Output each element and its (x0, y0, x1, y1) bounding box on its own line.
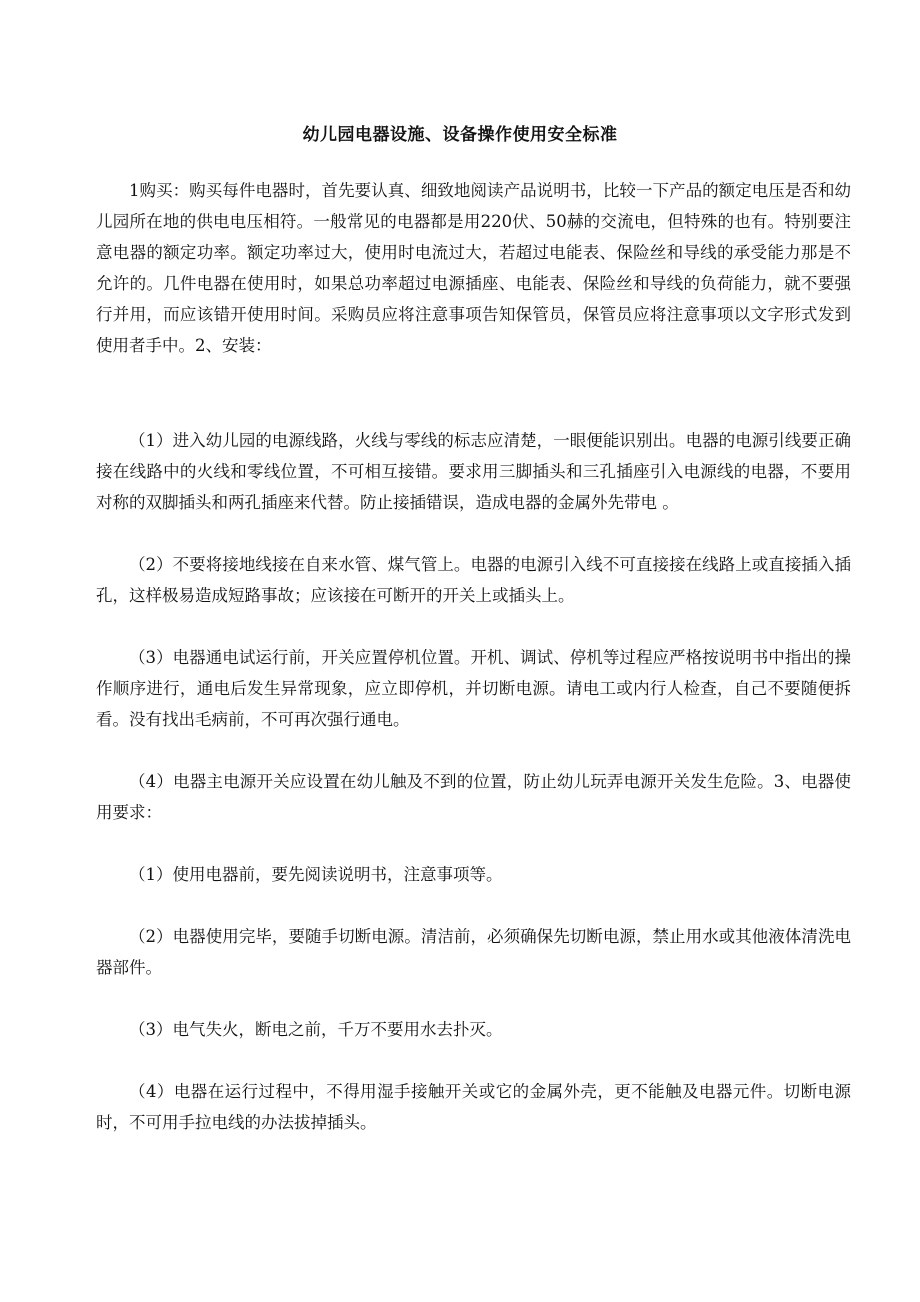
paragraph-install-4: （4）电器主电源开关应设置在幼儿触及不到的位置，防止幼儿玩弄电源开关发生危险。3、电器使用要求： (96, 772, 851, 822)
paragraph-install-3: （3）电器通电试运行前，开关应置停机位置。开机、调试、停机等过程应严格按说明书中指出的操作顺序进行，通电后发生异常现象，应立即停机，并切断电源。请电工或内行人检查，自己不要随便拆看。没有找出毛病前，不可再次强行通电。 (96, 648, 851, 729)
document-title: 幼儿园电器设施、设备操作使用安全标准 (302, 125, 618, 145)
paragraph-use-4: （4）电器在运行过程中，不得用湿手接触开关或它的金属外壳，更不能触及电器元件。切断电源时，不可用手拉电线的办法拔掉插头。 (96, 1082, 851, 1132)
paragraph-install-1: （1）进入幼儿园的电源线路，火线与零线的标志应清楚，一眼便能识别出。电器的电源引线要正确接在线路中的火线和零线位置，不可相互接错。要求用三脚插头和三孔插座引入电源线的电器，不要用对称的双脚插头和两孔插座来代替。防止接插错误，造成电器的金属外先带电 。 (96, 431, 851, 512)
paragraph-use-3: （3）电气失火，断电之前，千万不要用水去扑灭。 (129, 1020, 503, 1039)
paragraph-use-1: （1）使用电器前，要先阅读说明书，注意事项等。 (129, 865, 503, 884)
paragraph-install-2: （2）不要将接地线接在自来水管、煤气管上。电器的电源引入线不可直接接在线路上或直接插入插孔，这样极易造成短路事故；应该接在可断开的开关上或插头上。 (96, 555, 851, 605)
paragraph-use-2: （2）电器使用完毕，要随手切断电源。清洁前，必须确保先切断电源，禁止用水或其他液体清洗电器部件。 (96, 927, 851, 977)
paragraph-purchase: 1购买：购买每件电器时，首先要认真、细致地阅读产品说明书，比较一下产品的额定电压是否和幼儿园所在地的供电电压相符。一般常见的电器都是用220伏、50赫的交流电，但特殊的也有。特别要注意电器的额定功率。额定功率过大，使用时电流过大，若超过电能表、保险丝和导线的承受能力那是不允许的。几件电器在使用时，如果总功率超过电源插座、电能表、保险丝和导线的负荷能力，就不要强行并用，而应该错开使用时间。采购员应将注意事项告知保管员，保管员应将注意事项以文字形式发到使用者手中。2、安装： (96, 181, 851, 355)
